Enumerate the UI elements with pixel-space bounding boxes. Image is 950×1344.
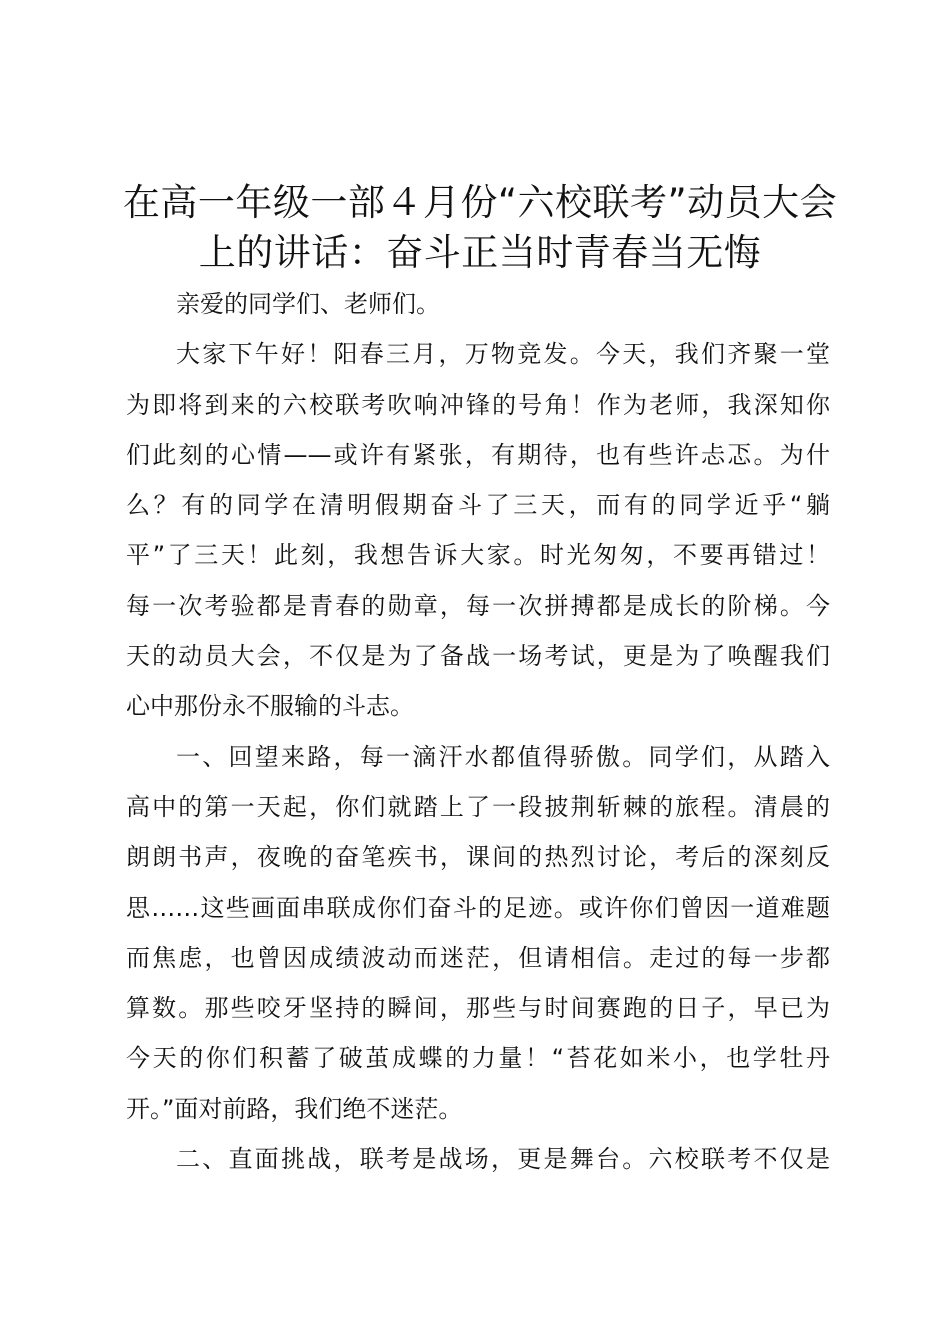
paragraph-section-two bbox=[126, 1134, 830, 1184]
text-line: 今天的你们积蓄了破茧成蝶的力量！“苔花如米小，也学牡丹 bbox=[126, 1044, 830, 1073]
text-line: 亲爱的同学们、老师们。 bbox=[176, 290, 440, 318]
text-line: 朗朗书声，夜晚的奋笔疾书，课间的热烈讨论，考后的深刻反 bbox=[126, 843, 830, 872]
text-line: 一、回望来路，每一滴汗水都值得骄傲。同学们，从踏入 bbox=[176, 742, 830, 771]
paragraph-greeting bbox=[126, 279, 830, 329]
text-line: 天的动员大会，不仅是为了备战一场考试，更是为了唤醒我们 bbox=[126, 642, 830, 671]
text-line: 而焦虑，也曾因成绩波动而迷茫，但请相信。走过的每一步都 bbox=[126, 943, 830, 972]
text-line: 们此刻的心情——或许有紧张，有期待，也有些许忐忑。为什 bbox=[126, 440, 830, 469]
title-line-2: 上的讲话：奋斗正当时青春当无悔 bbox=[198, 231, 762, 274]
text-line: 么？有的同学在清明假期奋斗了三天，而有的同学近乎“躺 bbox=[126, 491, 830, 520]
text-line: 大家下午好！阳春三月，万物竞发。今天，我们齐聚一堂 bbox=[176, 340, 830, 369]
text-line: 二、直面挑战，联考是战场，更是舞台。六校联考不仅是 bbox=[176, 1145, 830, 1174]
title-line-1: 在高一年级一部４月份“六校联考”动员大会 bbox=[122, 181, 838, 224]
text-line: 心中那份永不服输的斗志。 bbox=[126, 692, 414, 721]
text-line: 高中的第一天起，你们就踏上了一段披荆斩棘的旅程。清晨的 bbox=[126, 792, 830, 821]
paragraph-opening bbox=[126, 329, 830, 731]
text-line: 开。”面对前路，我们绝不迷茫。 bbox=[126, 1094, 463, 1123]
text-line: 为即将到来的六校联考吹响冲锋的号角！作为老师，我深知你 bbox=[126, 390, 830, 419]
document-body bbox=[126, 279, 830, 1184]
text-line: 每一次考验都是青春的勋章，每一次拼搏都是成长的阶梯。今 bbox=[126, 591, 830, 620]
paragraph-section-one bbox=[126, 732, 830, 1134]
document-title bbox=[120, 178, 840, 278]
text-line: 思……这些画面串联成你们奋斗的足迹。或许你们曾因一道难题 bbox=[126, 893, 830, 922]
text-line: 平”了三天！此刻，我想告诉大家。时光匆匆，不要再错过！ bbox=[126, 541, 830, 570]
text-line: 算数。那些咬牙坚持的瞬间，那些与时间赛跑的日子，早已为 bbox=[126, 994, 830, 1023]
